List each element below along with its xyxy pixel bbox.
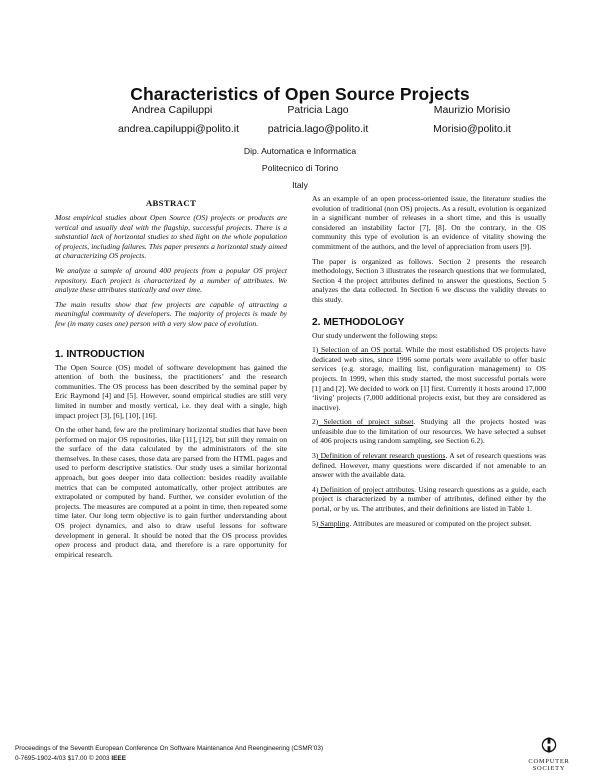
step-number: 3) — [312, 451, 319, 461]
step-number: 1) — [312, 345, 319, 355]
author-email[interactable]: Morisio@polito.it — [433, 123, 511, 135]
author-1 — [118, 101, 239, 139]
step-text: . Using research questions as a guide, each project is characterized by a number of attributes, defined either by the portal, or by us. The attributes, and their definitions are listed in Table 1. — [312, 484, 546, 514]
step-text: . Attributes are measured or computed on the project subset. — [349, 518, 532, 528]
introduction-heading: 1. INTRODUCTION — [55, 348, 145, 360]
intro-paragraph — [55, 425, 287, 559]
affiliation-country: Italy — [292, 180, 308, 190]
author-email[interactable]: patricia.lago@polito.it — [267, 123, 369, 135]
step-label: Selection of an OS portal — [318, 345, 401, 355]
body-paragraph: As an example of an open process-oriented issue, the literature studies the evolution of traditional (non OS) projects. As a result, evolution is organized in a significant number of releases in a short time, and this is usually considered an instability factor [7], [8]. On the contrary, in the OS community this type of evolution is an evidence of vitality showing the commitment of the authors, and the level of appreciation from users [9]. — [312, 194, 546, 251]
step-label: Definition of relevant research questions — [318, 451, 446, 461]
step-text: . A set of research questions was defined. However, many questions were discarded if not amenable to an answer with the available data. — [312, 451, 546, 480]
step-label: Sampling — [318, 518, 350, 528]
step-number: 2) — [312, 417, 319, 427]
right-column — [312, 194, 546, 533]
intro-emphasis: open — [55, 540, 70, 550]
author-email[interactable]: andrea.capiluppi@polito.it — [118, 123, 239, 135]
step-text: . While the most established OS projects have dedicated web sites, since 1996 some portals were available to offer basic services (e.g. storage, mailing list, configuration management) to OS projects. In 1999, when this study started, the most successful portals were [1] and [2]. We decided to work on [1] first. Currently it hosts around 17,000 ‘living’ projects (7,000 additional projects exist, but they are considered as inactive). — [312, 345, 546, 412]
step-number: 4) — [312, 484, 319, 494]
body-paragraph: The paper is organized as follows. Section 2 presents the research methodology, Section 3 illustrates the research questions that we formulated, Section 4 the project attributes defined to answer the questions, Section 5 analyzes the data collected. In Section 6 we discuss the validity threats to this study. — [312, 256, 546, 304]
paper-title: Characteristics of Open Source Projects — [130, 84, 470, 104]
affiliation-university: Politecnico di Torino — [261, 163, 339, 173]
footer-isbn-text: 0-7695-1902-4/03 $17.00 © 2003 — [15, 755, 112, 762]
abstract-paragraph: The main results show that few projects are capable of attracting a meaningful community of developers. The majority of projects is made by few (in many cases one) person with a very slow pace of evolution. — [55, 299, 287, 328]
author-name: Andrea Capiluppi — [131, 104, 213, 116]
author-2 — [256, 101, 380, 139]
methodology-intro: Our study underwent the following steps: — [312, 330, 438, 340]
methodology-step — [312, 485, 546, 514]
affiliation-dept: Dip. Automatica e Informatica — [243, 146, 357, 156]
step-label: Selection of project subset — [318, 417, 414, 427]
intro-paragraph: The Open Source (OS) model of software development has gained the attention of both the business, the practitioners’ and the research communities. The OS process has been described by the seminal paper by Eric Raymond [4] and [5]. However, sound empirical studies are still very limited in number and mostly vertical, i.e. they deal with a single, high impact project [3], [6], [10], [16]. — [55, 362, 287, 420]
methodology-step — [312, 519, 546, 529]
logo-text-society: SOCIETY — [532, 765, 566, 772]
computer-society-logo — [515, 737, 583, 773]
step-text: . Studying all the projects hosted was unfeasible due to the limitation of our resources. We have selected a subset of 406 projects using random sampling, see Section 6.2). — [312, 417, 546, 446]
footer-proceedings: Proceedings of the Seventh European Conference On Software Maintenance And Reengineering (CSMR’03) — [15, 745, 324, 752]
abstract-paragraph: Most empirical studies about Open Source (OS) projects or products are vertical and usually deal with the flagship, successful projects. There is a substantial lack of horizontal studies to shed light on the whole population of projects, including failures. This paper presents a horizontal study aimed at characterizing OS projects. — [55, 213, 287, 261]
footer-isbn — [15, 754, 323, 764]
methodology-step — [312, 417, 546, 446]
methodology-step — [312, 345, 546, 412]
abstract-heading: ABSTRACT — [145, 198, 197, 208]
computer-society-emblem-icon — [539, 737, 559, 753]
step-number: 5) — [312, 518, 319, 528]
affiliation — [0, 143, 600, 194]
step-label: Definition of project attributes — [318, 484, 415, 494]
methodology-heading: 2. METHODOLOGY — [312, 316, 405, 328]
author-name: Patricia Lago — [287, 104, 349, 116]
methodology-step — [312, 451, 546, 480]
intro-text: process and product data, and therefore is a rare opportunity for empirical research. — [55, 540, 287, 559]
logo-text-computer: COMPUTER — [528, 758, 570, 765]
intro-text: On the other hand, few are the preliminary horizontal studies that have been performed on major OS repositories, like [11], [12], but still they remain on the surface of the data calculated by the administrators of the site themselves. In these cases, those data are parsed from the HTML pages and used to perform descriptive statistics. Our study uses a similar horizontal approach, but goes deeper into data collection: besides readily available metrics that can be computed automatically, other project attributes are extrapolated or computed by hand. Further, we consider evolution of the projects. The measures are computed at a point in time, then repeated some time later. Our long term objective is to gain further understanding about OS project dynamics, and also to draw useful lessons for software development in general. It should be noted that the OS process provides — [55, 425, 287, 540]
author-3 — [420, 101, 524, 139]
ieee-label: IEEE — [111, 755, 126, 762]
author-name: Maurizio Morisio — [433, 104, 511, 116]
left-column — [55, 195, 287, 564]
abstract-paragraph: We analyze a sample of around 400 projects from a popular OS project repository. Each project is characterized by a number of attributes. We analyze these attributes statically and over time. — [55, 265, 287, 295]
footer — [15, 744, 323, 764]
